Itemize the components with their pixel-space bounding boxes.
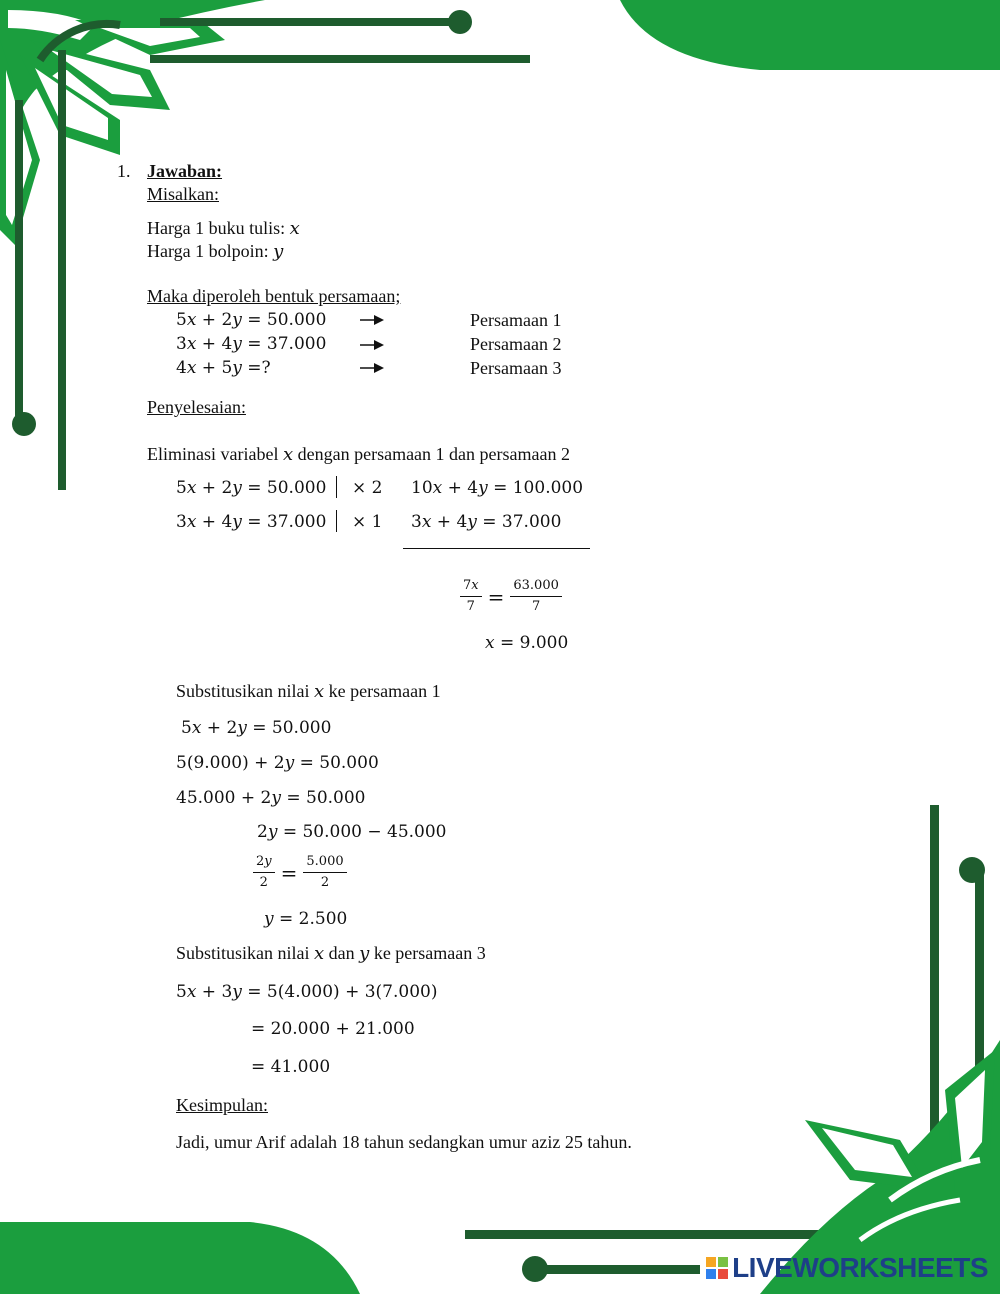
arrow-right-icon (360, 363, 384, 373)
logo-tiles (706, 1257, 728, 1279)
substitution-1-step: 5𝑥 + 2𝑦 = 50.000 (181, 718, 332, 738)
penyelesaian-label: Penyelesaian: (147, 397, 246, 417)
variable-y-definition: Harga 1 bolpoin: 𝑦 (147, 241, 284, 261)
bottom-left-shape (0, 1222, 360, 1294)
elimination-row-2-right: 3𝑥 + 4𝑦 = 37.000 (411, 512, 562, 532)
persamaan-label: Maka diperoleh bentuk persamaan; (147, 286, 401, 306)
equation-3: 4𝑥 + 5𝑦 =? (176, 358, 271, 378)
variable-x-definition: Harga 1 buku tulis: 𝑥 (147, 218, 300, 238)
substitution-2-step: = 20.000 + 21.000 (251, 1019, 415, 1039)
y-result: 𝑦 = 2.500 (264, 909, 348, 929)
substitution-1-step: 2𝑦 = 50.000 − 45.000 (257, 822, 447, 842)
subtraction-line (403, 548, 590, 549)
conclusion-text: Jadi, umur Arif adalah 18 tahun sedangkan umur aziz 25 tahun. (176, 1132, 632, 1152)
misalkan-label: Misalkan: (147, 184, 219, 204)
elimination-row-2-left: 3𝑥 + 4𝑦 = 37.000 (176, 512, 327, 532)
x-result: 𝑥 = 9.000 (485, 633, 569, 653)
fraction-y-equation: $\frac{\text{2𝑦}}{2}$ = $\frac{5.000}{2}$ (253, 854, 347, 891)
substitution-2-step: = 41.000 (251, 1057, 331, 1077)
equation-2: 3𝑥 + 4𝑦 = 37.000 (176, 334, 327, 354)
divider-bar (336, 476, 337, 498)
equation-1-name: Persamaan 1 (470, 310, 562, 330)
substitution-1-instruction: Substitusikan nilai 𝑥 ke persamaan 1 (176, 681, 441, 701)
substitution-1-step: 5(9.000) + 2𝑦 = 50.000 (176, 753, 379, 773)
substitution-1-step: 45.000 + 2𝑦 = 50.000 (176, 788, 366, 808)
answer-heading: Jawaban: (147, 161, 223, 181)
elimination-row-2-multiplier: × 1 (352, 512, 383, 532)
equation-1: 5𝑥 + 2𝑦 = 50.000 (176, 310, 327, 330)
elimination-row-1-right: 10𝑥 + 4𝑦 = 100.000 (411, 478, 584, 498)
liveworksheets-logo (706, 1252, 988, 1284)
divider-bar (336, 510, 337, 532)
equation-3-name: Persamaan 3 (470, 358, 562, 378)
elimination-instruction: Eliminasi variabel 𝑥 dengan persamaan 1 dan persamaan 2 (147, 444, 570, 464)
elimination-row-1-multiplier: × 2 (352, 478, 383, 498)
item-number: 1. (117, 161, 131, 181)
equation-2-name: Persamaan 2 (470, 334, 562, 354)
arrow-right-icon (360, 340, 384, 350)
substitution-2-step: 5𝑥 + 3𝑦 = 5(4.000) + 3(7.000) (176, 982, 438, 1002)
kesimpulan-label: Kesimpulan: (176, 1095, 268, 1115)
bottom-right-ornament (465, 805, 1000, 1294)
fraction-x-equation: $\frac{\text{7𝑥}}{7}$ = $\frac{63.000}{7}$ (460, 578, 562, 615)
elimination-row-1-left: 5𝑥 + 2𝑦 = 50.000 (176, 478, 327, 498)
substitution-2-instruction: Substitusikan nilai 𝑥 dan 𝑦 ke persamaan 3 (176, 943, 486, 963)
logo-text: LIVEWORKSHEETS (732, 1252, 988, 1283)
arrow-right-icon (360, 315, 384, 325)
top-right-shape (620, 0, 1000, 70)
